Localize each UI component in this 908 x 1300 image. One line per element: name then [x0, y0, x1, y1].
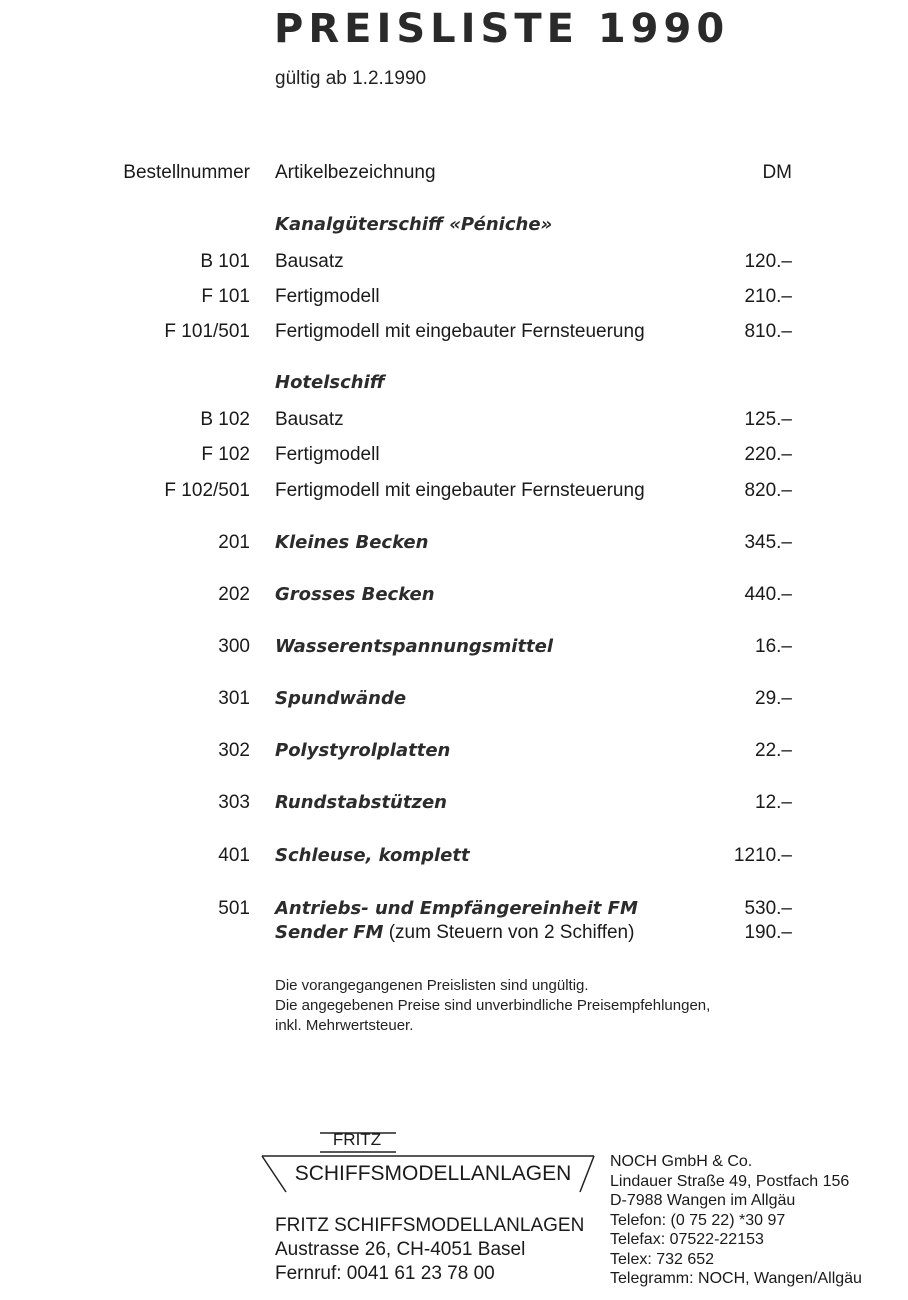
table-row: [0, 688, 908, 718]
article-price: 220.–: [744, 444, 792, 465]
address-line: Fernruf: 0041 61 23 78 00: [275, 1263, 495, 1284]
article-description: Polystyrolplatten: [275, 740, 451, 761]
article-price: 12.–: [755, 792, 792, 813]
address-line: NOCH GmbH & Co.: [610, 1153, 753, 1170]
header-order-number: Bestellnummer: [123, 162, 250, 183]
order-number: 202: [218, 584, 250, 605]
article-description: Antriebs- und Empfängereinheit FM: [275, 898, 638, 919]
article-description: Wasserentspannungsmittel: [275, 636, 554, 657]
article-description: Fertigmodell mit eingebauter Fernsteuerung: [275, 480, 645, 501]
address-noch: [610, 1152, 862, 1289]
table-row: [0, 792, 908, 822]
order-number: F 102/501: [164, 480, 250, 501]
note-line: Die vorangegangenen Preislisten sind ungültig.: [275, 977, 589, 994]
order-number: 501: [218, 898, 250, 919]
logo-big-text: SCHIFFSMODELLANLAGEN: [294, 1162, 572, 1185]
group-title: Kanalgüterschiff «Péniche»: [275, 214, 553, 235]
address-basel: [275, 1214, 584, 1286]
article-price: 210.–: [744, 286, 792, 307]
company-logo: [258, 1128, 598, 1198]
validity-date: gültig ab 1.2.1990: [275, 68, 427, 89]
order-number: B 101: [200, 251, 250, 272]
order-number: 201: [218, 532, 250, 553]
address-line: Telegramm: NOCH, Wangen/Allgäu: [610, 1270, 862, 1287]
article-description: Bausatz: [275, 251, 344, 272]
order-number: F 101/501: [164, 321, 250, 342]
group-title: Hotelschiff: [275, 372, 385, 393]
order-number: F 101: [201, 286, 250, 307]
logo-small-text: FRITZ: [332, 1130, 382, 1149]
table-row: [0, 251, 908, 281]
article-price: 345.–: [744, 532, 792, 553]
address-line: Telefax: 07522-22153: [610, 1231, 764, 1248]
note-line: inkl. Mehrwertsteuer.: [275, 1017, 414, 1034]
table-row: [0, 321, 908, 351]
order-number: 301: [218, 688, 250, 709]
article-description-bold: Sender FM: [275, 922, 384, 943]
article-price: 120.–: [744, 251, 792, 272]
note-line: Die angegebenen Preise sind unverbindliche Preisempfehlungen,: [275, 997, 711, 1014]
header-price: DM: [762, 162, 792, 183]
address-line: Austrasse 26, CH-4051 Basel: [275, 1239, 526, 1260]
article-price: 29.–: [755, 688, 792, 709]
article-price: 820.–: [744, 480, 792, 501]
table-row: [0, 286, 908, 316]
article-description: Fertigmodell mit eingebauter Fernsteuerung: [275, 321, 645, 342]
article-description: Grosses Becken: [275, 584, 435, 605]
address-line: Telefon: (0 75 22) *30 97: [610, 1211, 786, 1229]
article-description-note: (zum Steuern von 2 Schiffen): [388, 922, 635, 943]
article-description: Fertigmodell: [275, 286, 380, 307]
address-line: Lindauer Straße 49, Postfach 156: [610, 1172, 850, 1190]
article-description: Fertigmodell: [275, 444, 380, 465]
article-price: 125.–: [744, 409, 792, 430]
column-headers: [0, 162, 908, 192]
article-price: 810.–: [744, 321, 792, 342]
table-row: [0, 409, 908, 439]
order-number: 300: [218, 636, 250, 657]
article-price: 530.–: [744, 898, 792, 919]
table-row: [0, 740, 908, 770]
header-article: Artikelbezeichnung: [275, 162, 436, 183]
table-row: [0, 922, 908, 952]
page-title: PREISLISTE 1990: [274, 6, 730, 52]
table-row: [0, 444, 908, 474]
article-description: [275, 922, 634, 944]
table-row: [0, 532, 908, 562]
table-row: [0, 480, 908, 510]
address-line: FRITZ SCHIFFSMODELLANLAGEN: [275, 1215, 585, 1236]
article-description: Bausatz: [275, 409, 344, 430]
address-line: D-7988 Wangen im Allgäu: [610, 1192, 796, 1209]
order-number: F 102: [201, 444, 250, 465]
address-line: Telex: 732 652: [610, 1250, 715, 1268]
order-number: 303: [218, 792, 250, 813]
article-price: 1210.–: [733, 845, 792, 866]
article-description: Rundstabstützen: [275, 792, 447, 813]
article-price: 440.–: [744, 584, 792, 605]
article-description: Schleuse, komplett: [275, 845, 470, 866]
article-description: Kleines Becken: [275, 532, 429, 553]
article-description: Spundwände: [275, 688, 407, 709]
article-price: 16.–: [755, 636, 792, 657]
table-row: [0, 845, 908, 875]
order-number: B 102: [200, 409, 250, 430]
table-row: [0, 584, 908, 614]
order-number: 401: [218, 845, 250, 866]
article-price: 22.–: [755, 740, 792, 761]
article-price: 190.–: [744, 922, 792, 943]
order-number: 302: [218, 740, 250, 761]
table-row: [0, 636, 908, 666]
footnotes: [275, 976, 710, 1036]
